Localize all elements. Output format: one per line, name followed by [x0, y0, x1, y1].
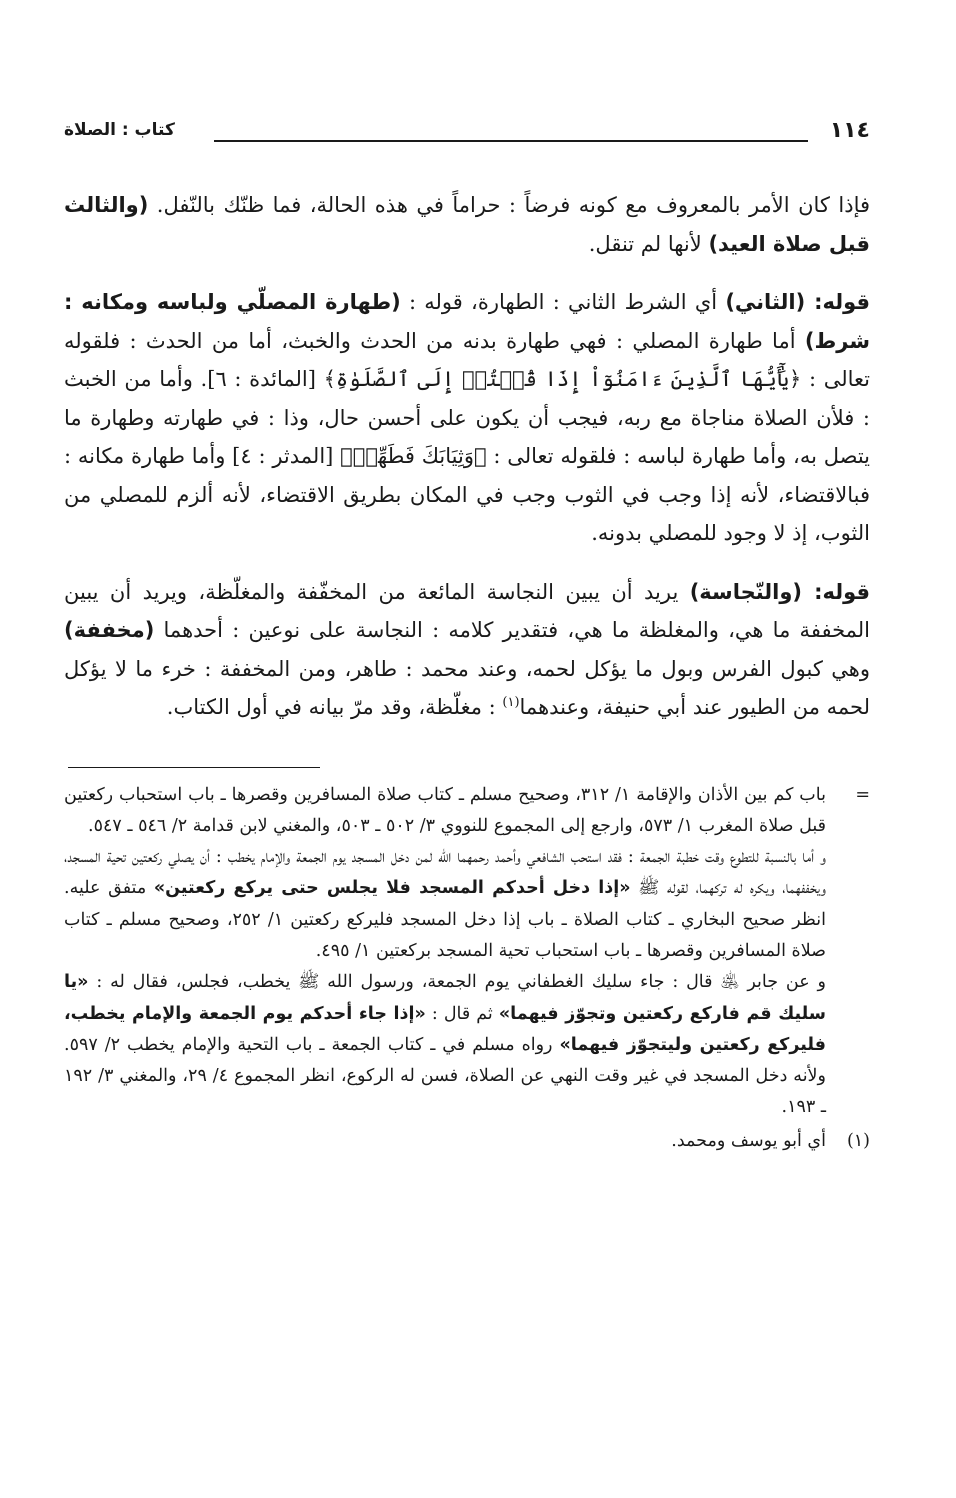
hadith-quote-2: «يا سليك قم فاركع ركعتين وتجوّز فيهما» — [64, 972, 826, 1024]
footnotes — [64, 780, 870, 1158]
p3-lead: قوله: — [814, 579, 870, 604]
footnote-continuation — [64, 780, 870, 843]
hadith-quote-1: «إذا دخل أحدكم المسجد فلا يجلس حتى يركع ركعتين» — [153, 878, 631, 899]
footnote-1-marker: (١) — [846, 1130, 870, 1151]
p2-quote-1: (الثاني) — [725, 290, 815, 314]
page-number: ١١٤ — [829, 118, 870, 143]
p1-quote: (والثالث قبل صلاة العيد) — [64, 193, 870, 256]
header-rule — [214, 140, 808, 142]
page-header — [64, 110, 870, 150]
p3-text-3: : مغلّظة، وقد مرّ بيانه في أول الكتاب. — [166, 695, 503, 719]
continuation-marker: = — [855, 784, 870, 805]
p3-text-2: وهي كبول الفرس وبول ما يؤكل لحمه، وعند محمد : طاهر، ومن المخففة : خرء ما لا يؤكل لحمه من الطيور عند أبي حنيفة، وعندهما — [64, 656, 870, 719]
p2-text-4: [المدثر : ٤] وأما طهارة مكانه : فبالاقتضاء، لأنه إذا وجب في الثوب وجب في المكان بطريق الاقتضاء، لأنه ألزم للمصلي من الثوب، إذ لا وجود للمصلي بدونه. — [64, 444, 870, 545]
p1-text: فإذا كان الأمر بالمعروف مع كونه فرضاً : حراماً في هذه الحالة، فما ظنّك بالنّفل. — [156, 193, 871, 217]
p2-text-1: أي الشرط الثاني : الطهارة، قوله : — [400, 290, 726, 314]
running-title: كتاب : الصلاة — [64, 120, 175, 140]
p2-quote-2: (طهارة المصلّي ولباسه ومكانه : شرط) — [64, 290, 870, 353]
book-page — [64, 110, 870, 1157]
fn3-text-c: رواه مسلم في ـ كتاب الجمعة ـ باب التحية والإمام يخطب ٢/ ٥٩٧. ولأنه دخل المسجد في غير وقت النهي عن الصلاة، فسن له الركوع، انظر المجموع ٤/ ٢٩، والمغني ٣/ ١٩٢ ـ ١٩٣. — [64, 1034, 826, 1118]
footnote-1 — [64, 1126, 870, 1157]
fn3-text-a: و عن جابر ﵁ قال : جاء سليك الغطفاني يوم الجمعة، ورسول الله ﷺ يخطب، فجلس، فقال له : — [88, 972, 826, 993]
quran-verse-2: ﴿وَثِيَابَكَ فَطَهِّرۡ﴾ — [340, 444, 487, 468]
footnote-separator — [68, 767, 320, 768]
p2-text-3: [المائدة : ٦]. وأما من الخبث : فلأن الصلاة مناجاة مع ربه، فيجب أن يكون على أحسن حال، وذا : في طهارته وطهارة ما يتصل به، وأما طهارة لباسه : فلقوله تعالى : — [64, 367, 871, 468]
footnote-para-3 — [64, 967, 870, 1123]
p3-text-1: يريد أن يبين النجاسة المائعة من المخفّفة والمغلّظة، ويريد أن يبين المخففة ما هي، والمغلظة ما هي، فتقدير كلامه : النجاسة على نوعين : أحدهما — [64, 579, 870, 642]
p3-quote-2: (مخففة) — [64, 618, 155, 642]
footnote-para-2 — [64, 842, 870, 967]
p2-text-2: أما طهارة المصلي : فهي طهارة بدنه من الحدث والخبث، أما من الحدث : فلقوله تعالى : — [64, 328, 871, 391]
paragraph-1 — [64, 186, 870, 263]
fn3-text-b: ثم قال : — [425, 1003, 499, 1024]
p1-rest: لأنها لم تنقل. — [588, 231, 709, 256]
fn2-text-b: متفق عليه. انظر صحيح البخاري ـ كتاب الصلاة ـ باب إذا دخل المسجد فليركع ركعتين ١/ ٢٥٢، وصحيح مسلم ـ كتاب صلاة المسافرين وقصرها ـ باب استحباب تحية المسجد بركعتين ١/ ٤٩٥. — [64, 878, 826, 961]
paragraph-3 — [64, 573, 870, 727]
footnote-1-text: أي أبو يوسف ومحمد. — [671, 1130, 826, 1151]
footnote-cont-text: باب كم بين الأذان والإقامة ١/ ٣١٢، وصحيح مسلم ـ كتاب صلاة المسافرين وقصرها ـ باب استحباب ركعتين قبل صلاة المغرب ١/ ٥٧٣، وارجع إلى المجموع للنووي ٣/ ٥٠٢ ـ ٥٠٣، والمغني لابن قدامة ٢/ ٥٤٦ ـ ٥٤٧. — [64, 784, 826, 836]
hadith-quote-3: «إذا جاء أحدكم يوم الجمعة والإمام يخطب، فليركع ركعتين وليتجوّز فيهما» — [64, 1003, 826, 1055]
quran-verse-1: ﴿يَٰٓأَيُّهَا ٱلَّذِينَ ءَامَنُوٓاْ إِذَا قُمۡتُمۡ إِلَى ٱلصَّلَوٰةِ﴾ — [323, 367, 802, 391]
paragraph-2 — [64, 283, 870, 553]
fn2-text-a: و أما بالنسبة للتطوع وقت خطبة الجمعة : فقد استحب الشافعي وأحمد رحمهما الله لمن دخل المسجد يوم الجمعة والإمام يخطب : أن يصلي ركعتين تحية المسجد، ويخففهما، ويكره له تركهما، لقوله ﷺ — [64, 847, 826, 899]
main-text — [64, 186, 870, 727]
footnote-ref-1[interactable]: (١) — [502, 695, 520, 710]
p3-quote-1: (والنّجاسة) — [689, 579, 815, 604]
p2-lead: قوله: — [814, 290, 871, 314]
